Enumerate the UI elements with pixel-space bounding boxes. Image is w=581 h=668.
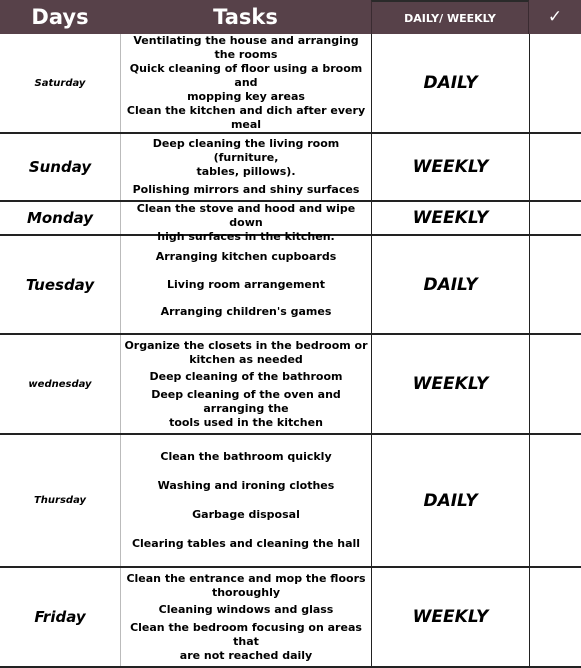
check-cell[interactable] — [529, 335, 581, 433]
task-list — [120, 134, 372, 200]
day-label: wednesday — [28, 378, 92, 390]
task-item: Washing and ironing clothes — [157, 479, 335, 492]
frequency-label: WEEKLY — [372, 335, 530, 433]
task-item: Clean the stove and hood and wipe down high surfaces in the kitchen. — [136, 202, 356, 243]
task-item: Garbage disposal — [192, 508, 300, 521]
task-item: Polishing mirrors and shiny surfaces — [132, 182, 360, 196]
header-frequency: DAILY/ WEEKLY — [371, 0, 529, 34]
day-label: Monday — [26, 209, 94, 227]
task-list — [120, 435, 372, 566]
task-list — [120, 568, 372, 666]
table-row-monday — [0, 202, 581, 243]
task-item: Clean the kitchen and dich after every meal — [126, 104, 366, 131]
task-item: Clean the bathroom quickly — [160, 450, 332, 463]
table-row-tuesday — [0, 236, 581, 335]
task-item: Clearing tables and cleaning the hall — [131, 537, 361, 550]
day-label: Sunday — [28, 158, 92, 176]
checkmark-icon: ✓ — [547, 7, 563, 27]
frequency-label: WEEKLY — [372, 202, 530, 234]
day-label: Saturday — [34, 77, 86, 89]
table-row-thursday — [0, 435, 581, 568]
check-cell[interactable] — [529, 34, 581, 132]
day-label: Tuesday — [25, 275, 95, 294]
task-item: Living room arrangement — [167, 277, 325, 291]
task-list — [120, 236, 372, 333]
task-item: Clean the entrance and mop the floors thoroughly — [126, 571, 366, 599]
frequency-label: DAILY — [372, 435, 530, 566]
header-days: Days — [31, 5, 89, 29]
task-item: Arranging kitchen cupboards — [155, 249, 337, 263]
task-item: Quick cleaning of floor using a broom and mopping key areas — [129, 62, 363, 103]
table-header — [0, 0, 581, 34]
task-item: Ventilating the house and arranging the rooms — [133, 34, 359, 61]
table-row-friday — [0, 568, 581, 668]
task-list — [120, 202, 372, 243]
day-label: Thursday — [33, 495, 87, 506]
check-cell[interactable] — [529, 236, 581, 333]
table-row-sunday — [0, 134, 581, 202]
check-cell[interactable] — [529, 134, 581, 200]
frequency-label: DAILY — [372, 34, 530, 132]
check-cell[interactable] — [529, 435, 581, 566]
check-cell[interactable] — [529, 568, 581, 666]
task-list — [120, 335, 372, 433]
task-item: Deep cleaning of the oven and arranging the tools used in the kitchen — [151, 387, 341, 429]
task-item: Cleaning windows and glass — [158, 603, 334, 616]
table-row-saturday — [0, 34, 581, 134]
task-item: Deep cleaning the living room (furniture, tables, pillows). — [152, 137, 340, 179]
day-label: Friday — [34, 608, 86, 626]
frequency-label: WEEKLY — [372, 134, 530, 200]
task-item: Organize the closets in the bedroom or kitchen as needed — [124, 338, 368, 366]
frequency-label: DAILY — [372, 236, 530, 333]
task-item: Deep cleaning of the bathroom — [149, 370, 343, 383]
frequency-label: WEEKLY — [372, 568, 530, 666]
task-list — [120, 34, 372, 132]
header-tasks: Tasks — [213, 5, 278, 29]
task-item: Arranging children's games — [160, 305, 332, 319]
table-row-wednesday — [0, 335, 581, 435]
check-cell[interactable] — [529, 202, 581, 234]
task-item: Clean the bedroom focusing on areas that are not reached daily — [130, 620, 362, 662]
